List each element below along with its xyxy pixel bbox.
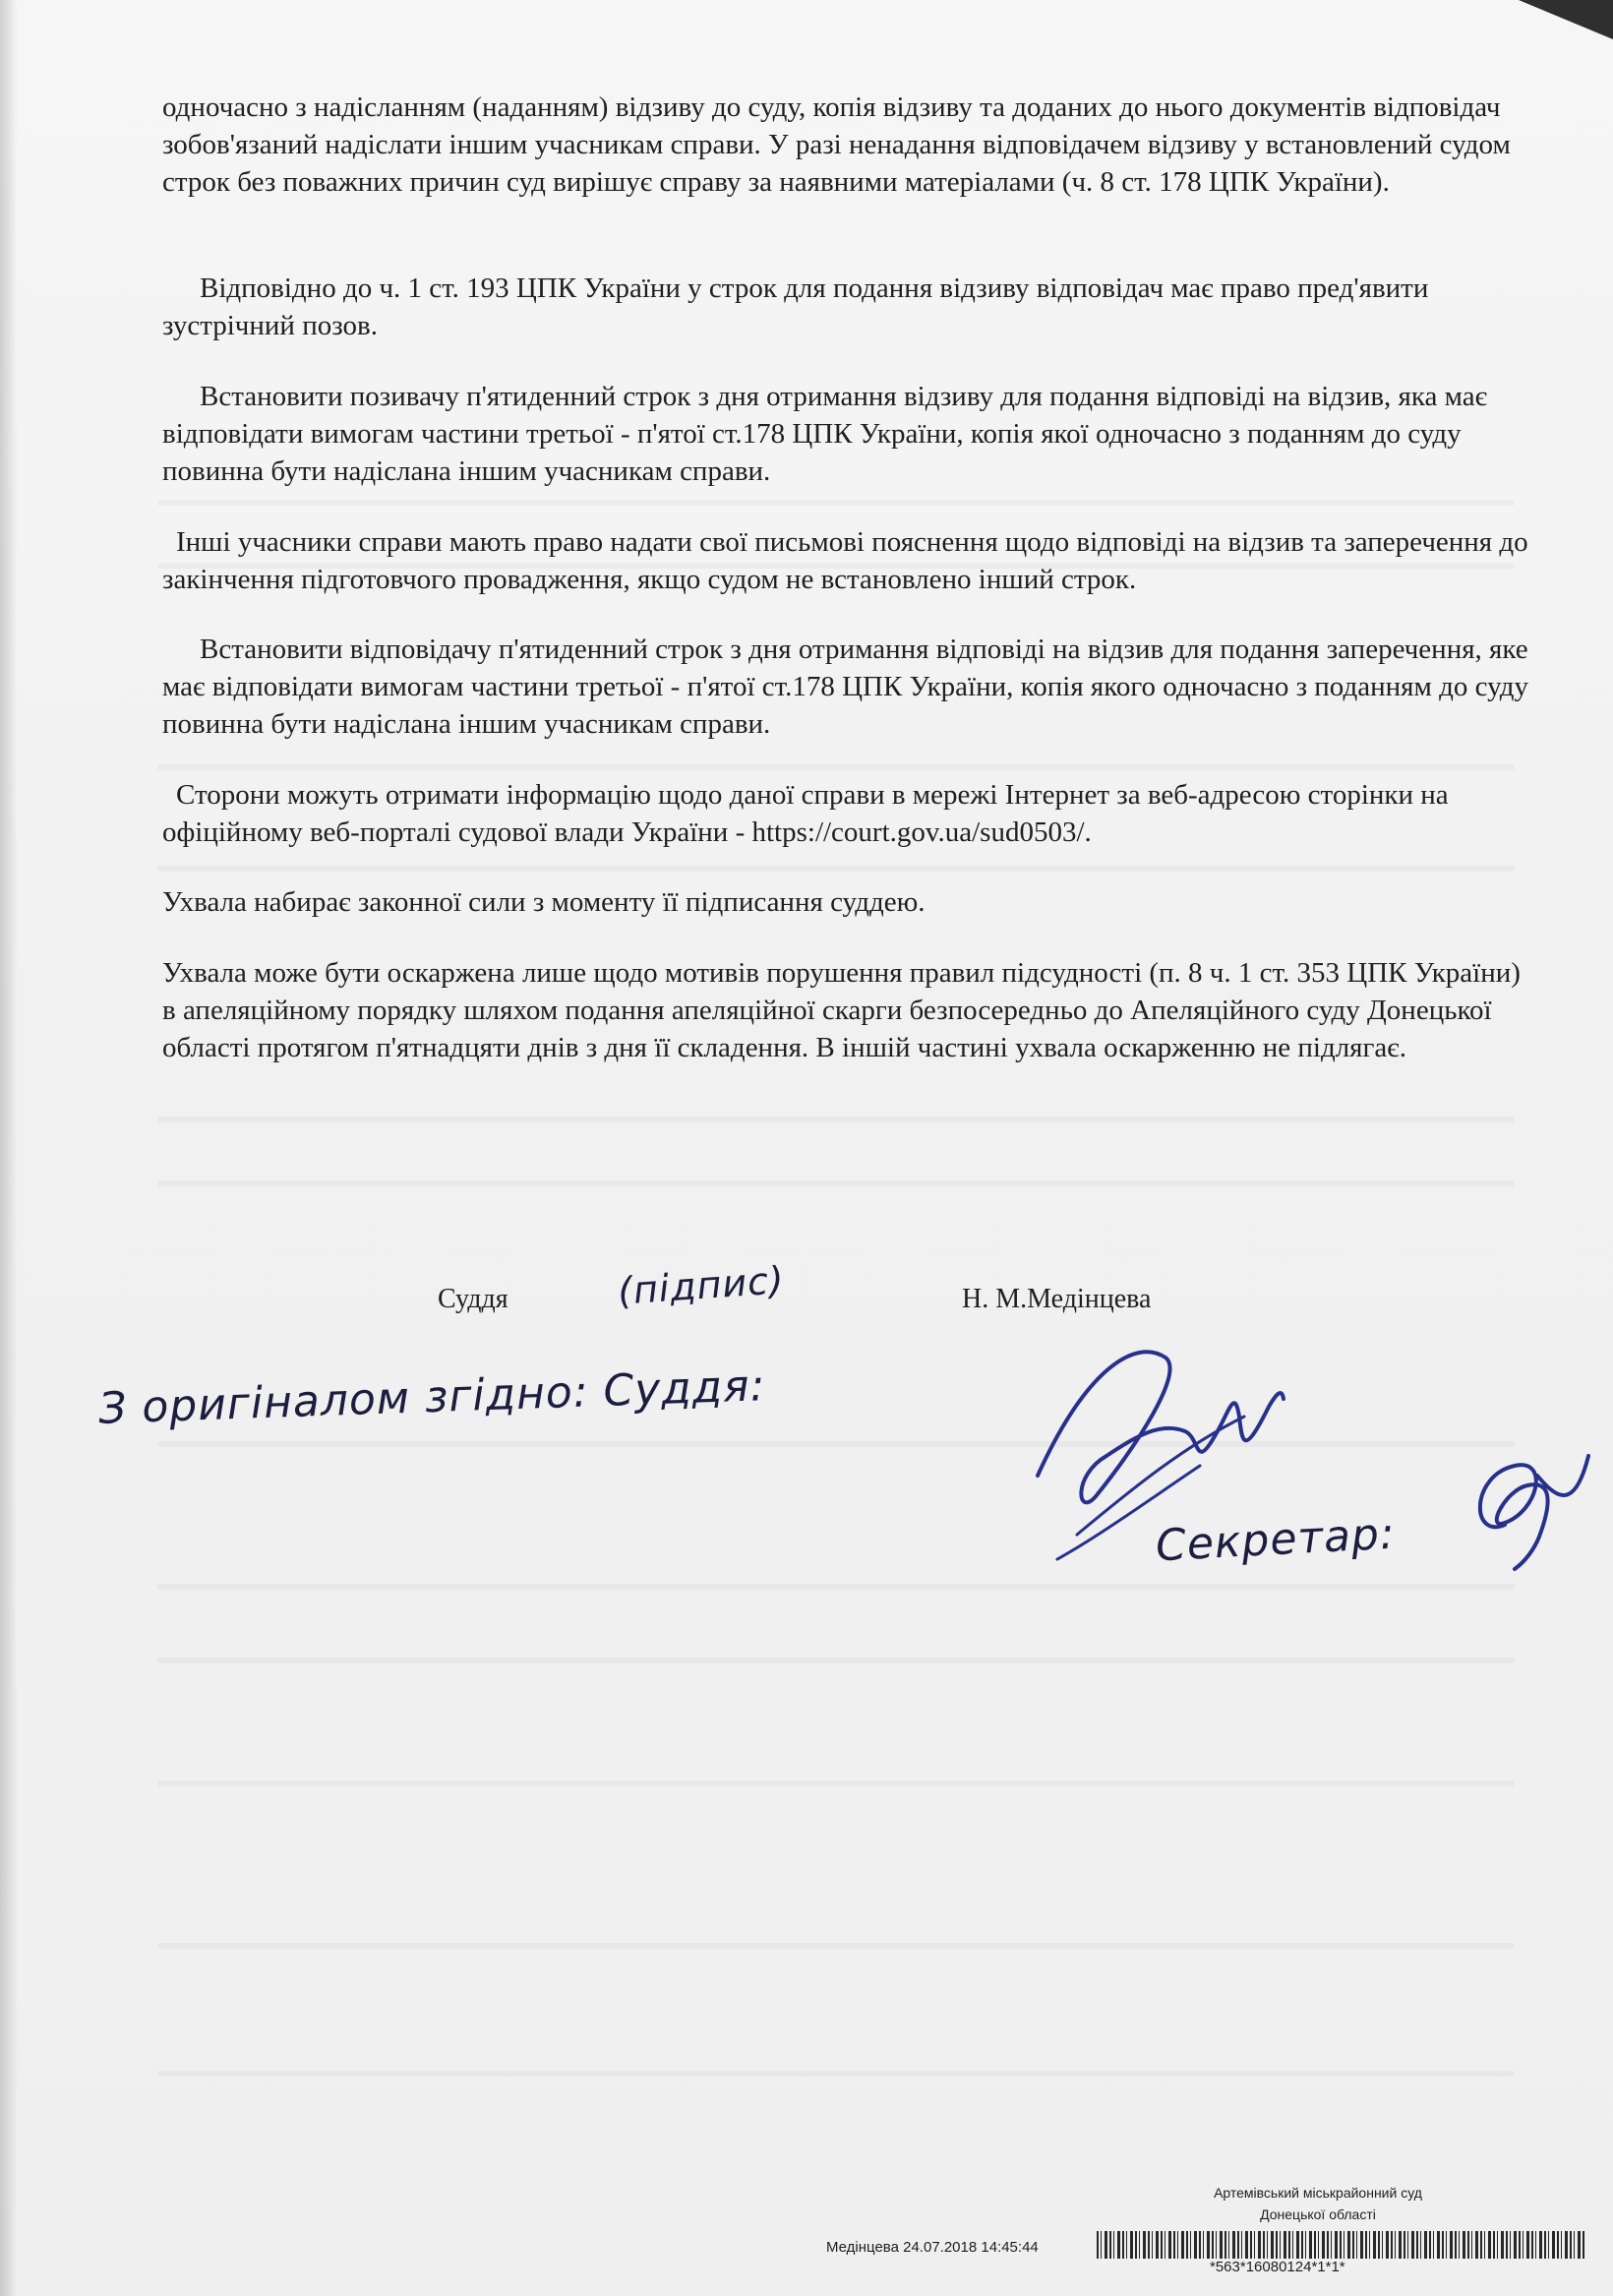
bleed-through-line (157, 1943, 1515, 1949)
court-name-line1: Артемівський міськрайонний суд (1214, 2185, 1422, 2201)
bleed-through-line (157, 1180, 1515, 1186)
paragraph-defendant-deadline: Встановити відповідачу п'ятиденний строк з дня отримання відповіді на відзив для подання заперечення, яке має відповідати вимогам частини третьої - п'ятої ст.178 ЦПК України, копія якого одночасно з поданням до суду повинна бути надіслана іншим учасникам справи. (162, 634, 1528, 740)
paragraph-appeal: Ухвала може бути оскаржена лише щодо мотивів порушення правил підсудності (п. 8 ч. 1 ст. 353 ЦПК України) в апеляційному порядку шляхом подання апеляційної скарги безпосередньо до Апеляційного суду Донецької області протягом п'ятнадцяти днів з дня її складення. В іншій частині ухвала оскарженню не підлягає. (162, 957, 1521, 1063)
barcode-code: *563*16080124*1*1* (1210, 2259, 1345, 2275)
paragraph-other-participants: Інші учасники справи мають право надати свої письмові пояснення щодо відповіді на відзив та заперечення до закінчення підготовчого провадження, якщо судом не встановлено інший строк. (162, 526, 1528, 595)
folded-corner (1495, 0, 1613, 39)
court-name-line2: Донецької області (1260, 2206, 1376, 2222)
judge-role-label: Суддя (438, 1284, 508, 1314)
bleed-through-line (157, 1117, 1515, 1122)
bleed-through-line (157, 500, 1515, 506)
court-stamp-text (1190, 2182, 1446, 2225)
secretary-signature-icon (1461, 1446, 1608, 1574)
paragraph-counterclaim: Відповідно до ч. 1 ст. 193 ЦПК України у строк для подання відзиву відповідач має право пред'явити зустрічний позов. (162, 272, 1429, 341)
secretary-handwritten-label: Секретар: (1154, 1508, 1397, 1572)
scan-left-shadow (0, 0, 18, 2296)
barcode-icon (1097, 2231, 1585, 2259)
bleed-through-line (157, 2071, 1515, 2077)
paragraph-response-filing: одночасно з надісланням (наданням) відзиву до суду, копія відзиву та доданих до нього документів відповідач зобов'язаний надіслати іншим учасникам справи. У разі ненадання відповідачем відзиву у встановлений судом строк без поважних причин суд вирішує справу за наявними матеріалами (ч. 8 ст. 178 ЦПК України). (162, 91, 1511, 198)
judge-name: Н. М.Медінцева (962, 1284, 1152, 1314)
bleed-through-line (157, 1781, 1515, 1786)
bleed-through-line (157, 1658, 1515, 1663)
paragraph-effective: Ухвала набирає законної сили з моменту її підписання суддею. (162, 886, 926, 918)
bleed-through-line (157, 764, 1515, 770)
paragraph-plaintiff-deadline: Встановити позивачу п'ятиденний строк з дня отримання відзиву для подання відповіді на відзив, яка має відповідати вимогам частини третьої - п'ятої ст.178 ЦПК України, копія якої одночасно з поданням до суду повинна бути надіслана іншим учасникам справи. (162, 381, 1488, 487)
bleed-through-line (157, 866, 1515, 872)
bleed-through-line (157, 1584, 1515, 1590)
bleed-through-line (157, 1441, 1515, 1447)
signed-handwritten-note: (підпис) (616, 1258, 787, 1313)
certification-handwritten-note: З оригіналом згідно: Суддя: (97, 1360, 767, 1434)
paragraph-online-info: Сторони можуть отримати інформацію щодо даної справи в мережі Інтернет за веб-адресою сторінки на офіційному веб-порталі судової влади України - https://court.gov.ua/sud0503/. (162, 779, 1449, 848)
document-meta-line: Медінцева 24.07.2018 14:45:44 (826, 2239, 1039, 2256)
